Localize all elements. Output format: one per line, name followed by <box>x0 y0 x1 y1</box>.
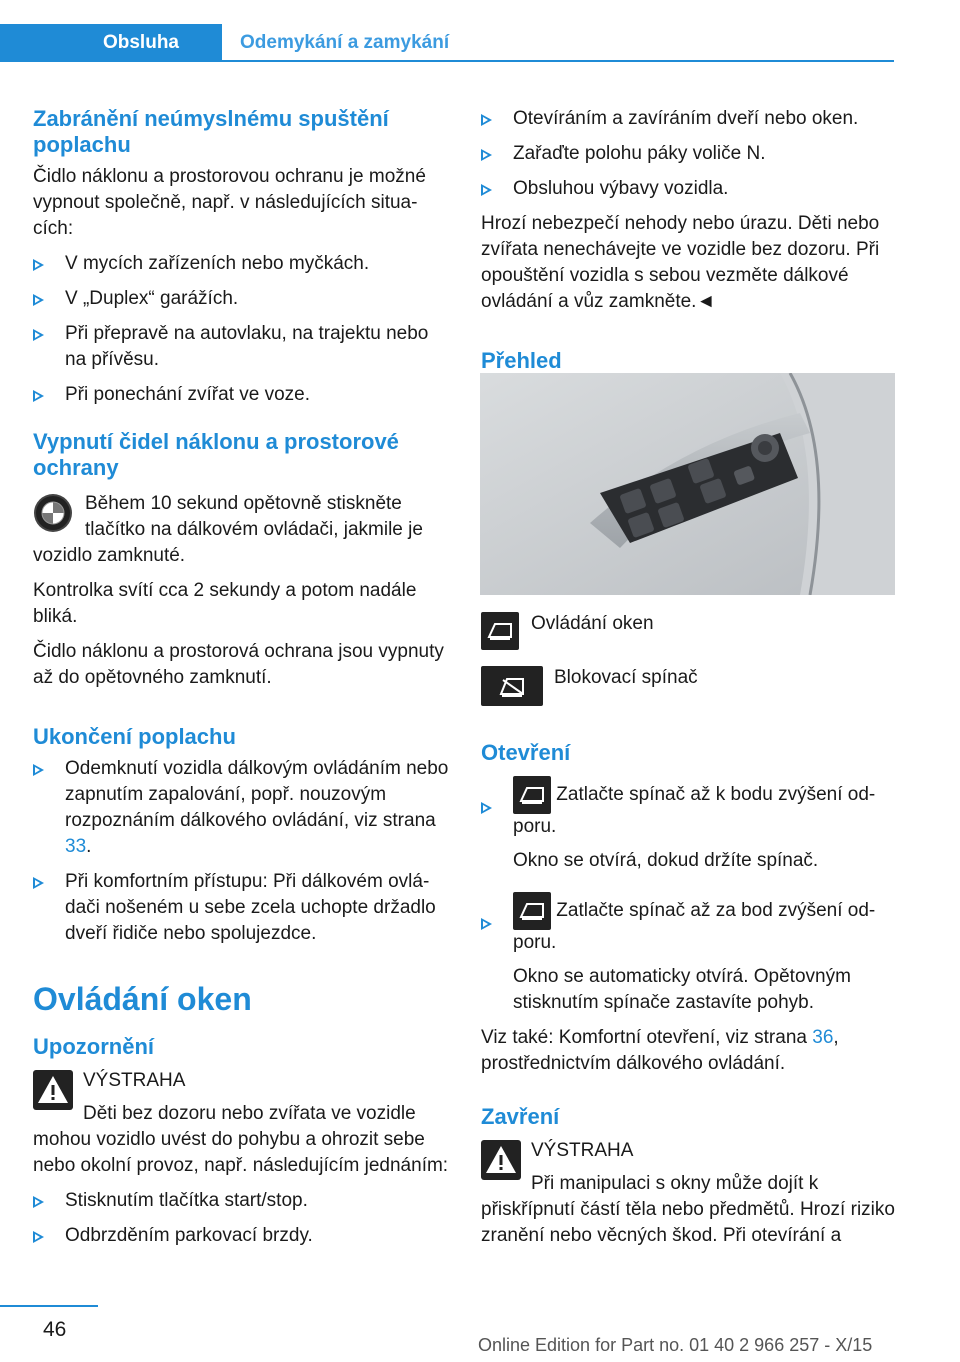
page-link-36[interactable]: 36 <box>812 1027 834 1048</box>
list-item-sub: Okno se otvírá, dokud držíte spínač. <box>513 850 819 871</box>
paragraph-disable-2: Kontrolka svítí cca 2 sekundy a potom nadále bliká. <box>33 580 417 627</box>
paragraph-danger: Hrozí nebezpečí nehody nebo úrazu. Děti nebo zvířata nenechávejte ve vozidle bez dozoru. Při opouštění vozidla s sebou vezměte dálkové ovládání a vůz zamkněte.◄ <box>481 213 880 312</box>
legend-window-control <box>481 608 895 660</box>
list-item <box>33 756 451 860</box>
list-item-text: Odemknutí vozidla dálkovým ovládáním nebo zapnutím zapalování, popř. nouzovým rozpoznáním dálkového ovládání, viz strana <box>65 758 449 831</box>
footer-edition: Online Edition for Part no. 01 40 2 966 257 - X/15 <box>478 1335 873 1355</box>
list-item-text: Obsluhou výbavy vozidla. <box>513 178 729 199</box>
footer-rule <box>0 1305 98 1307</box>
bullet-triangle-icon <box>481 918 492 930</box>
see-also-tail: , prostřednictvím dálkového ovládání. <box>481 1027 839 1074</box>
bullet-triangle-icon <box>33 259 44 271</box>
bullet-triangle-icon <box>33 329 44 341</box>
window-switch-icon <box>513 776 551 814</box>
list-item <box>33 251 451 277</box>
warning-text: Děti bez dozoru nebo zvířata ve vozidle mohou vozidlo uvést do pohybu a ohrozit sebe nebo okolní provoz, např. následujícím jednáním: <box>33 1103 449 1176</box>
heading-end-alarm: Ukončení poplachu <box>33 724 236 749</box>
list-warning <box>33 1188 451 1249</box>
page-link-33[interactable]: 33 <box>65 836 87 857</box>
list-item-text: Zatlačte spínač až za bod zvýšení odporu. <box>513 900 876 953</box>
list-item-text: Při ponechání zvířat ve voze. <box>65 384 311 405</box>
paragraph-disable-3: Čidlo náklonu a prostorová ochrana jsou vypnuty až do opětovného zamknutí. <box>33 641 444 688</box>
warning-label: VÝSTRAHA <box>531 1140 634 1161</box>
list-item <box>33 286 451 312</box>
list-item-text: V mycích zařízeních nebo myčkách. <box>65 253 370 274</box>
list-item <box>481 141 895 167</box>
lock-switch-icon <box>481 666 543 706</box>
window-switch-icon <box>513 892 551 930</box>
heading-prevent-alarm: Zabránění neúmyslnému spuštění poplachu <box>33 106 389 157</box>
heading-close: Zavření <box>481 1104 560 1129</box>
heading-disable-sensors: Vypnutí čidel náklonu a prostorové ochrany <box>33 429 399 480</box>
list-item <box>33 1223 451 1249</box>
list-item-text: Otevíráním a zavíráním dveří nebo oken. <box>513 108 859 129</box>
right-column-lower <box>481 608 895 1258</box>
list-item-text: Odbrzděním parkovací brzdy. <box>65 1225 313 1246</box>
list-end-alarm <box>33 756 451 947</box>
heading-notice: Upozornění <box>33 1034 154 1059</box>
tab-obsluha-label: Obsluha <box>102 32 179 53</box>
bullet-triangle-icon <box>33 390 44 402</box>
see-also-text: Viz také: Komfortní otevření, viz strana <box>481 1027 813 1048</box>
window-switch-icon <box>481 612 519 650</box>
warning-icon <box>481 1140 521 1180</box>
list-continued <box>481 106 895 202</box>
list-item <box>33 869 451 947</box>
legend-text: Blokovací spínač <box>554 667 698 688</box>
paragraph-disable-1: Během 10 sekund opětovně stiskněte tlačítko na dálkovém ovládači, jakmile je vozidlo zamknuté. <box>33 493 423 566</box>
warning-text: Při manipulaci s okny může dojít k přiskřípnutí částí těla nebo předmětů. Hrozí riziko zranění nebo věcných škod. Při otevírání a <box>481 1173 895 1246</box>
bullet-triangle-icon <box>481 184 492 196</box>
list-item-text: Při komfortním přístupu: Při dálkovém ovládači nošeném u sebe zcela uchopte držadlo dveří řidiče nebo spolujezdce. <box>65 871 436 944</box>
legend-text: Ovládání oken <box>531 613 654 634</box>
bullet-triangle-icon <box>481 149 492 161</box>
heading-overview: Přehled <box>481 348 562 373</box>
heading-open: Otevření <box>481 740 571 765</box>
header-rule <box>222 60 894 62</box>
bullet-triangle-icon <box>33 877 44 889</box>
list-item-text: Zařaďte polohu páky voliče N. <box>513 143 766 164</box>
paragraph-prevent: Čidlo náklonu a prostorovou ochranu je možné vypnout společně, např. v následujících situacích: <box>33 166 426 239</box>
list-item <box>33 321 451 373</box>
bullet-triangle-icon <box>481 114 492 126</box>
tab-obsluha[interactable] <box>0 24 222 62</box>
heading-window-control: Ovládání oken <box>33 981 252 1017</box>
left-column <box>33 106 451 1258</box>
list-item-text: Stisknutím tlačítka start/stop. <box>65 1190 308 1211</box>
tab-unlocking[interactable]: Odemykání a zamykání <box>240 32 450 53</box>
list-open <box>481 776 895 1016</box>
list-item <box>481 892 895 1016</box>
list-item-text: Zatlačte spínač až k bodu zvýšení odporu. <box>513 784 876 837</box>
list-item <box>33 1188 451 1214</box>
bullet-triangle-icon <box>33 1231 44 1243</box>
paragraph-see-also <box>481 1025 895 1077</box>
legend-lock-switch <box>481 660 895 720</box>
door-panel-photo <box>480 373 895 595</box>
bullet-triangle-icon <box>33 294 44 306</box>
bullet-triangle-icon <box>33 764 44 776</box>
list-item-text: Při přepravě na autovlaku, na trajektu nebo na přívěsu. <box>65 323 429 370</box>
list-item-sub: Okno se automaticky otvírá. Opětovným stisknutím spínače zastavíte pohyb. <box>513 966 851 1013</box>
list-item-tail: . <box>86 836 92 857</box>
list-item-text: V „Duplex“ garážích. <box>65 288 239 309</box>
bmw-logo-icon <box>33 493 73 533</box>
bullet-triangle-icon <box>481 802 492 814</box>
list-prevent <box>33 251 451 408</box>
page-number: 46 <box>43 1318 67 1341</box>
warning-label: VÝSTRAHA <box>83 1070 186 1091</box>
right-column <box>481 106 895 380</box>
list-item <box>33 382 451 408</box>
list-item <box>481 176 895 202</box>
list-item <box>481 106 895 132</box>
warning-icon <box>33 1070 73 1110</box>
bullet-triangle-icon <box>33 1196 44 1208</box>
list-item <box>481 776 895 874</box>
